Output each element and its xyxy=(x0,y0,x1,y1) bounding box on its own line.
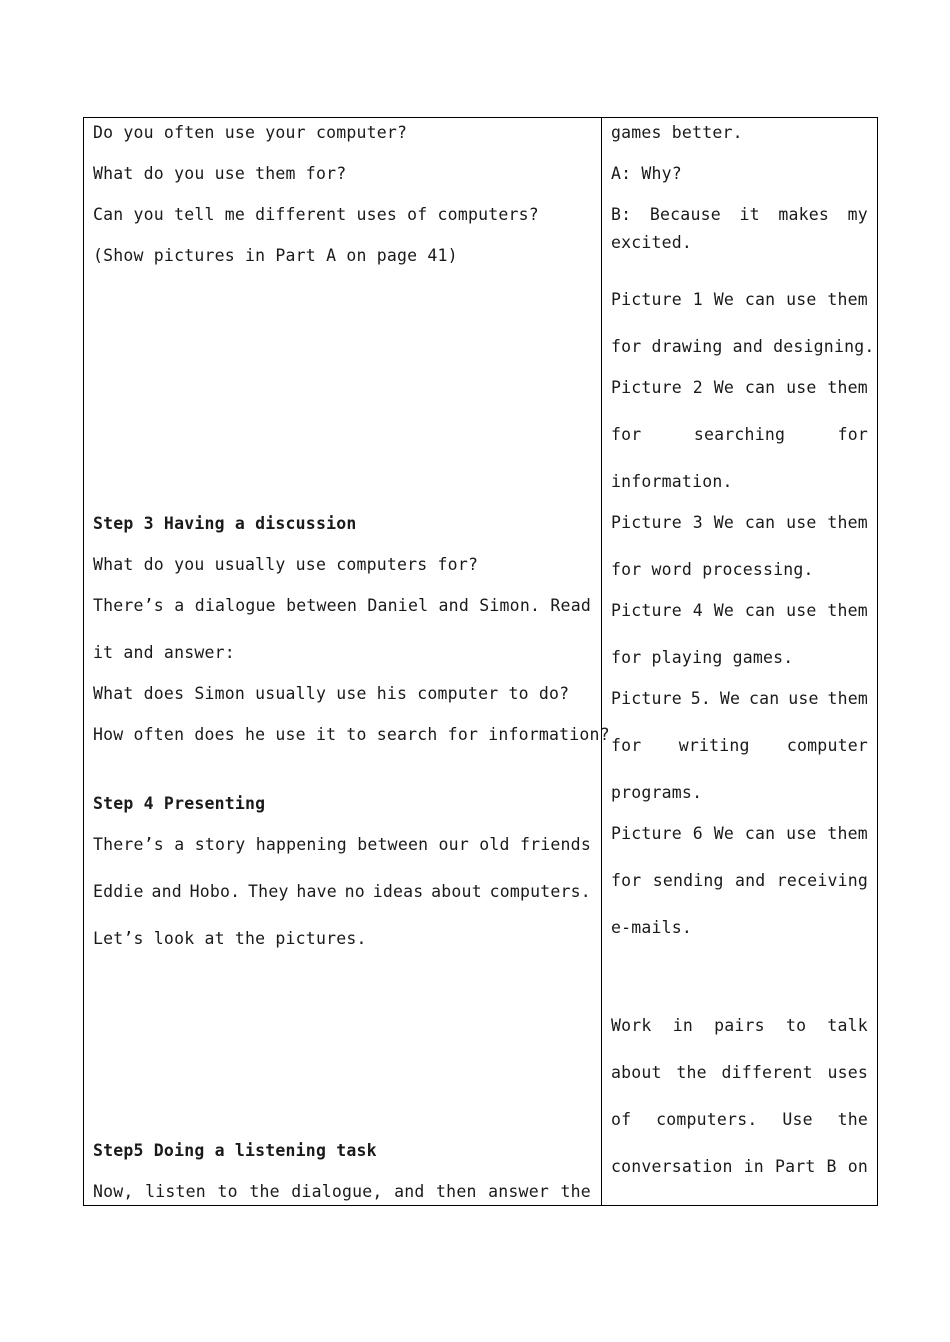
text-line: (Show pictures in Part A on page 41) xyxy=(93,246,458,265)
word: can xyxy=(744,290,776,309)
text-line: information. xyxy=(611,472,733,491)
word: We xyxy=(713,824,735,843)
word: Picture xyxy=(611,824,682,843)
word: uses xyxy=(827,1063,868,1082)
word: 5. xyxy=(690,689,712,708)
text-line: How often does he use it to search for information? xyxy=(93,725,610,744)
word: about xyxy=(431,882,482,901)
word: about xyxy=(611,1063,662,1082)
word: 6 xyxy=(692,824,703,843)
word: Work xyxy=(611,1016,652,1035)
text-line: games better. xyxy=(611,123,743,142)
word: happening xyxy=(255,835,347,854)
word: a xyxy=(174,596,185,615)
word: searching xyxy=(693,425,786,444)
word: dialogue xyxy=(194,596,276,615)
word: computer xyxy=(786,736,868,755)
word: Eddie xyxy=(93,882,144,901)
text-line: programs. xyxy=(611,783,703,802)
justified-line xyxy=(93,835,591,855)
justified-line xyxy=(611,824,868,844)
word: pairs xyxy=(714,1016,765,1035)
justified-line xyxy=(93,596,591,616)
word: ideas xyxy=(372,882,424,901)
text-line: for playing games. xyxy=(611,648,794,667)
word: in xyxy=(672,1016,693,1035)
word: my xyxy=(847,205,868,224)
word: listen xyxy=(145,1182,206,1201)
word: Daniel xyxy=(367,596,429,615)
word: to xyxy=(785,1016,807,1035)
word: Read xyxy=(550,596,591,615)
word: and xyxy=(438,596,469,615)
word: We xyxy=(713,378,735,397)
word: We xyxy=(713,290,735,309)
word: use xyxy=(786,378,817,397)
justified-line xyxy=(611,689,868,709)
step-heading: Step5 Doing a listening task xyxy=(93,1141,377,1160)
word: friends xyxy=(520,835,591,854)
word: the xyxy=(249,1182,280,1201)
word: between xyxy=(357,835,429,854)
word: old xyxy=(479,835,510,854)
word: can xyxy=(744,824,776,843)
justified-line xyxy=(611,1110,868,1130)
word: 1 xyxy=(692,290,703,309)
justified-line xyxy=(93,882,591,902)
justified-line xyxy=(611,513,868,533)
word: then xyxy=(436,1182,477,1201)
word: Picture xyxy=(611,513,682,532)
word: talk xyxy=(827,1016,868,1035)
text-line: Do you often use your computer? xyxy=(93,123,408,142)
step-heading: Step 4 Presenting xyxy=(93,794,266,813)
word: Now, xyxy=(93,1182,134,1201)
word: Picture xyxy=(611,689,682,708)
word: no xyxy=(344,882,365,901)
text-line: What do you usually use computers for? xyxy=(93,555,479,574)
text-line: Can you tell me different uses of computers? xyxy=(93,205,539,224)
word: can xyxy=(744,601,776,620)
word: computers. xyxy=(489,882,591,901)
text-line: for drawing and designing. xyxy=(611,337,875,356)
word: answer xyxy=(488,1182,549,1201)
justified-line xyxy=(611,425,868,445)
word: for xyxy=(611,871,642,890)
text-line: What does Simon usually use his computer to do? xyxy=(93,684,570,703)
word: 4 xyxy=(692,601,703,620)
word: writing xyxy=(678,736,750,755)
word: conversation xyxy=(611,1157,733,1176)
text-line: excited. xyxy=(611,233,693,252)
word: them xyxy=(827,378,868,397)
word: Simon. xyxy=(479,596,541,615)
justified-line xyxy=(611,290,868,310)
text-line: for word processing. xyxy=(611,560,814,579)
word: it xyxy=(739,205,760,224)
justified-line xyxy=(611,378,868,398)
word: dialogue, xyxy=(291,1182,383,1201)
word: use xyxy=(786,601,817,620)
word: a xyxy=(174,835,185,854)
word: for xyxy=(611,736,642,755)
word: We xyxy=(713,513,735,532)
word: Use xyxy=(782,1110,813,1129)
word: the xyxy=(676,1063,707,1082)
word: makes xyxy=(778,205,830,224)
word: can xyxy=(748,689,780,708)
word: computers. xyxy=(656,1110,758,1129)
word: use xyxy=(786,824,817,843)
word: and xyxy=(394,1182,425,1201)
word: in xyxy=(743,1157,764,1176)
word: They xyxy=(248,882,289,901)
word: for xyxy=(837,425,868,444)
word: Hobo. xyxy=(189,882,241,901)
word: and xyxy=(735,871,766,890)
justified-line xyxy=(611,871,868,891)
justified-line xyxy=(611,736,868,756)
word: We xyxy=(713,601,735,620)
word: them xyxy=(827,689,868,708)
word: our xyxy=(438,835,469,854)
step-heading: Step 3 Having a discussion xyxy=(93,514,357,533)
justified-line xyxy=(93,1182,591,1202)
word: use xyxy=(786,513,817,532)
word: them xyxy=(827,601,868,620)
word: the xyxy=(560,1182,591,1201)
word: different xyxy=(721,1063,813,1082)
justified-line xyxy=(611,205,868,225)
word: story xyxy=(194,835,246,854)
text-line: Let’s look at the pictures. xyxy=(93,929,367,948)
word: Picture xyxy=(611,601,682,620)
justified-line xyxy=(611,1016,868,1036)
word: Picture xyxy=(611,290,682,309)
word: can xyxy=(744,513,776,532)
word: receiving xyxy=(776,871,868,890)
justified-line xyxy=(611,601,868,621)
word: There’s xyxy=(93,596,164,615)
word: for xyxy=(611,425,642,444)
word: use xyxy=(786,290,817,309)
word: Part xyxy=(774,1157,816,1176)
word: on xyxy=(847,1157,868,1176)
word: Because xyxy=(649,205,721,224)
word: B: xyxy=(611,205,632,224)
word: Picture xyxy=(611,378,682,397)
word: sending xyxy=(652,871,724,890)
word: of xyxy=(611,1110,632,1129)
word: 2 xyxy=(692,378,703,397)
word: use xyxy=(788,689,819,708)
word: them xyxy=(827,513,868,532)
word: We xyxy=(719,689,741,708)
word: can xyxy=(744,378,776,397)
text-line: What do you use them for? xyxy=(93,164,347,183)
word: them xyxy=(827,290,868,309)
word: between xyxy=(286,596,358,615)
word: have xyxy=(296,882,337,901)
justified-line xyxy=(611,1063,868,1083)
word: to xyxy=(217,1182,238,1201)
text-line: it and answer: xyxy=(93,643,235,662)
word: and xyxy=(151,882,182,901)
left-column-cell xyxy=(84,118,610,1205)
word: 3 xyxy=(692,513,703,532)
word: the xyxy=(837,1110,868,1129)
lesson-plan-table xyxy=(83,117,878,1206)
word: There’s xyxy=(93,835,164,854)
justified-line xyxy=(611,1157,868,1177)
word: B xyxy=(826,1157,837,1176)
word: them xyxy=(827,824,868,843)
text-line: A: Why? xyxy=(611,164,682,183)
text-line: e-mails. xyxy=(611,918,693,937)
right-column-cell xyxy=(602,118,878,1205)
